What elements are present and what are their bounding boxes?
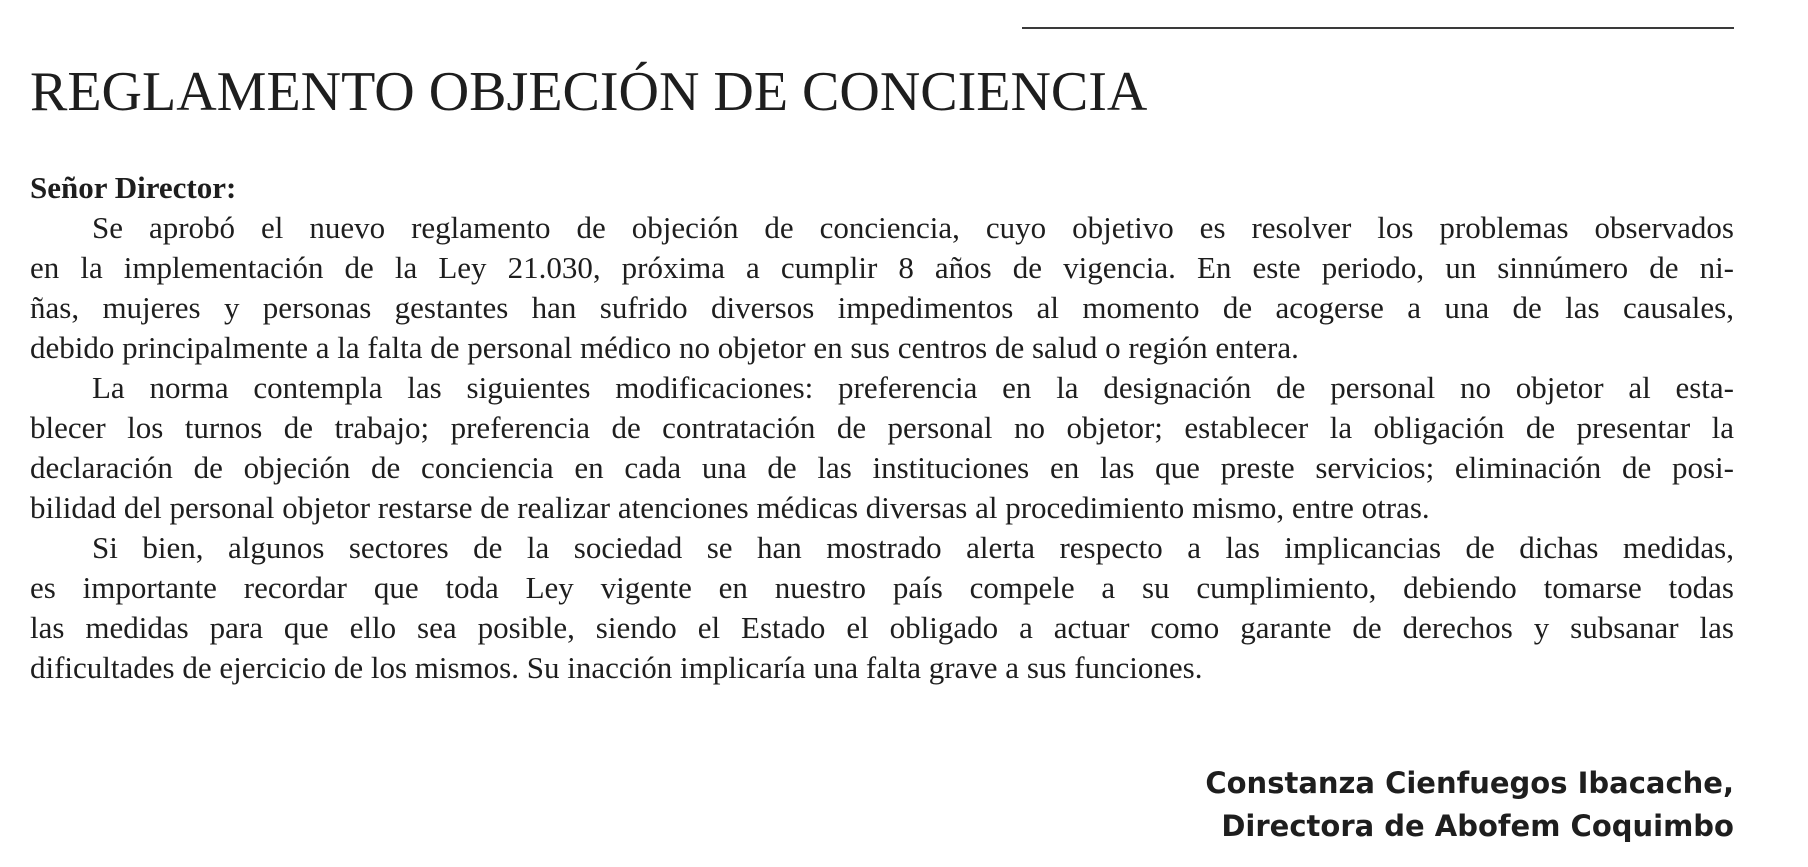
- paragraph-line: ñas, mujeres y personas gestantes han sufrido diversos impedimentos al momento de acogerse a una de las causales,: [30, 290, 1734, 325]
- paragraph-line: Se aprobó el nuevo reglamento de objeción de conciencia, cuyo objetivo es resolver los problemas observados: [92, 210, 1734, 245]
- paragraph-line: La norma contempla las siguientes modificaciones: preferencia en la designación de personal no objetor al esta-: [92, 370, 1734, 405]
- letter-salutation: Señor Director:: [30, 170, 237, 205]
- paragraph-3: [30, 528, 1734, 688]
- signature-name: Constanza Cienfuegos Ibacache,: [1205, 766, 1734, 800]
- top-divider-rule: [1022, 27, 1734, 29]
- paragraph-line: las medidas para que ello sea posible, siendo el Estado el obligado a actuar como garante de derechos y subsanar las: [30, 610, 1734, 645]
- paragraph-line: es importante recordar que toda Ley vigente en nuestro país compele a su cumplimiento, debiendo tomarse todas: [30, 570, 1734, 605]
- paragraph-1: [30, 208, 1734, 368]
- paragraph-line: Si bien, algunos sectores de la sociedad se han mostrado alerta respecto a las implicancias de dichas medidas,: [92, 530, 1734, 565]
- paragraph-line: blecer los turnos de trabajo; preferencia de contratación de personal no objetor; establecer la obligación de presentar la: [30, 410, 1734, 445]
- paragraph-line: declaración de objeción de conciencia en cada una de las instituciones en las que preste servicios; eliminación de posi-: [30, 450, 1734, 485]
- letter-headline: REGLAMENTO OBJECIÓN DE CONCIENCIA: [30, 61, 1148, 123]
- paragraph-2: [30, 368, 1734, 528]
- paragraph-line: debido principalmente a la falta de personal médico no objetor en sus centros de salud o región entera.: [30, 330, 1299, 365]
- paragraph-line: bilidad del personal objetor restarse de realizar atenciones médicas diversas al procedimiento mismo, entre otras.: [30, 490, 1430, 525]
- signature-role: Directora de Abofem Coquimbo: [1221, 809, 1734, 843]
- paragraph-line: dificultades de ejercicio de los mismos. Su inacción implicaría una falta grave a sus funciones.: [30, 650, 1203, 685]
- letter-body: [30, 208, 1734, 688]
- letter-signature: [1205, 762, 1734, 848]
- paragraph-line: en la implementación de la Ley 21.030, próxima a cumplir 8 años de vigencia. En este periodo, un sinnúmero de ni-: [30, 250, 1734, 285]
